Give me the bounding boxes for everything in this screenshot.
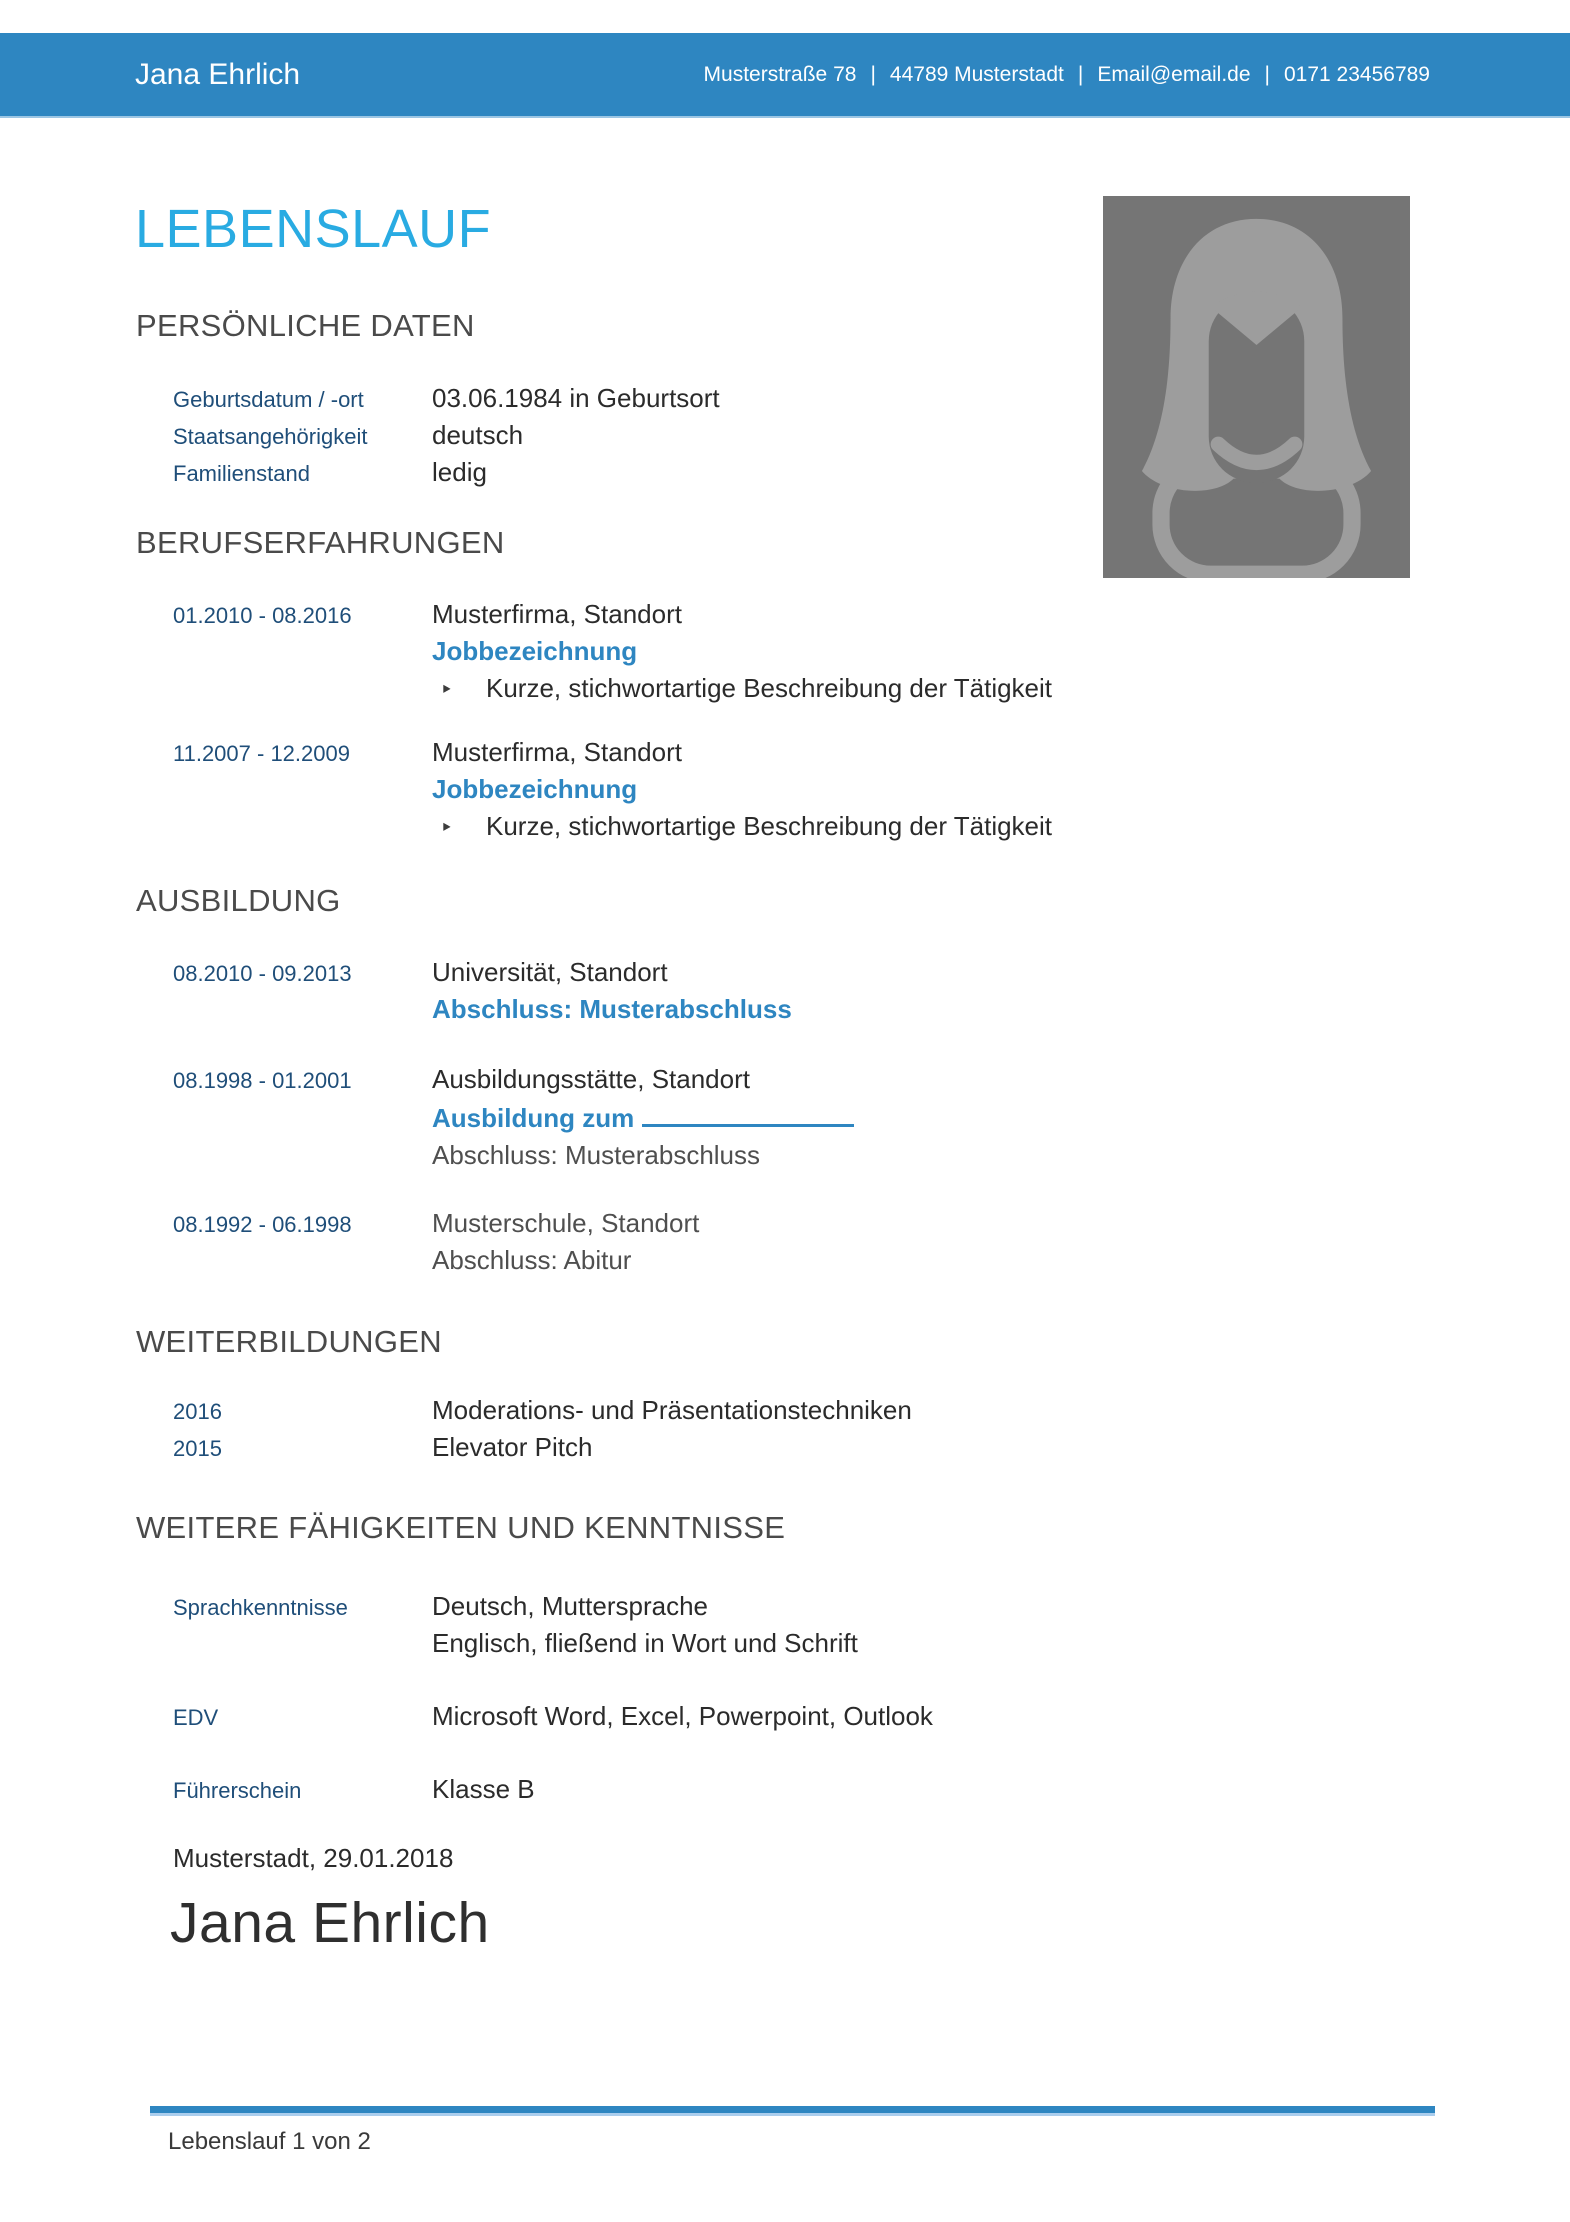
entry-body xyxy=(432,954,792,1028)
contact-phone: 0171 23456789 xyxy=(1284,63,1430,86)
female-silhouette-icon xyxy=(1103,196,1410,578)
entry-organization: Musterschule, Standort xyxy=(432,1208,700,1238)
entry-body xyxy=(432,1061,854,1174)
row-value: 03.06.1984 in Geburtsort xyxy=(432,383,720,413)
training-row xyxy=(173,1392,912,1429)
section-heading-education: AUSBILDUNG xyxy=(136,883,341,918)
skill-values xyxy=(432,1698,933,1735)
skill-label: Führerschein xyxy=(173,1778,302,1803)
contact-street: Musterstraße 78 xyxy=(703,63,857,86)
triangle-bullet-icon: ‣ xyxy=(440,677,453,702)
footer-page-indicator: Lebenslauf 1 von 2 xyxy=(168,2128,371,2155)
entry-body xyxy=(432,734,1052,846)
entry-note: Abschluss: Abitur xyxy=(432,1245,632,1275)
skills-row xyxy=(173,1698,933,1735)
skills-row xyxy=(173,1771,535,1808)
training-row xyxy=(173,1429,592,1466)
entry-description: Kurze, stichwortartige Beschreibung der Tätigkeit xyxy=(486,811,1053,841)
skill-values xyxy=(432,1771,535,1808)
row-value: deutsch xyxy=(432,420,524,450)
footer-rule xyxy=(150,2106,1435,2116)
skill-line: Deutsch, Muttersprache xyxy=(432,1591,709,1621)
entry-body xyxy=(432,596,1052,708)
entry-period: 01.2010 - 08.2016 xyxy=(173,603,352,628)
skills-row xyxy=(173,1588,858,1662)
entry-bullet-line xyxy=(432,670,1052,708)
contact-separator: | xyxy=(870,63,876,86)
row-label: Staatsangehörigkeit xyxy=(173,424,368,449)
training-year: 2016 xyxy=(173,1399,222,1424)
row-value: ledig xyxy=(432,457,487,487)
skill-line: Klasse B xyxy=(432,1774,535,1804)
skill-line: Microsoft Word, Excel, Powerpoint, Outlook xyxy=(432,1701,933,1731)
training-title: Moderations- und Präsentationstechniken xyxy=(432,1395,912,1425)
education-entry xyxy=(173,1061,854,1174)
section-heading-skills: WEITERE FÄHIGKEITEN UND KENNTNISSE xyxy=(136,1510,786,1545)
entry-highlight-line xyxy=(432,1098,854,1137)
entry-period: 08.1992 - 06.1998 xyxy=(173,1212,352,1237)
entry-organization: Universität, Standort xyxy=(432,957,668,987)
skill-label: Sprachkenntnisse xyxy=(173,1595,348,1620)
entry-period: 08.1998 - 01.2001 xyxy=(173,1068,352,1093)
entry-highlight: Abschluss: Musterabschluss xyxy=(432,994,792,1024)
training-title: Elevator Pitch xyxy=(432,1432,593,1462)
place-date: Musterstadt, 29.01.2018 xyxy=(173,1843,454,1873)
section-heading-personal: PERSÖNLICHE DATEN xyxy=(136,308,475,343)
entry-organization: Musterfirma, Standort xyxy=(432,599,682,629)
entry-organization: Musterfirma, Standort xyxy=(432,737,682,767)
experience-entry xyxy=(173,734,1052,846)
header-bar xyxy=(0,33,1570,118)
education-entry xyxy=(173,954,792,1028)
personal-row xyxy=(173,454,487,491)
entry-period: 11.2007 - 12.2009 xyxy=(173,741,350,766)
page-title: LEBENSLAUF xyxy=(135,199,492,259)
skill-label: EDV xyxy=(173,1705,219,1730)
contact-info xyxy=(704,33,1430,116)
skill-line: Englisch, fließend in Wort und Schrift xyxy=(432,1628,858,1658)
row-label: Familienstand xyxy=(173,461,310,486)
section-heading-experience: BERUFSERFAHRUNGEN xyxy=(136,525,505,560)
entry-period: 08.2010 - 09.2013 xyxy=(173,961,352,986)
entry-organization: Ausbildungsstätte, Standort xyxy=(432,1064,750,1094)
entry-bullet-line xyxy=(432,808,1052,846)
skill-values xyxy=(432,1588,858,1662)
signature: Jana Ehrlich xyxy=(170,1891,490,1955)
contact-city: 44789 Musterstadt xyxy=(889,63,1064,86)
entry-role: Jobbezeichnung xyxy=(432,636,638,666)
contact-separator: | xyxy=(1264,63,1270,86)
entry-description: Kurze, stichwortartige Beschreibung der Tätigkeit xyxy=(486,673,1053,703)
education-entry xyxy=(173,1205,699,1279)
triangle-bullet-icon: ‣ xyxy=(440,815,453,840)
row-label: Geburtsdatum / -ort xyxy=(173,387,364,412)
photo-placeholder xyxy=(1103,196,1410,578)
contact-separator: | xyxy=(1077,63,1084,86)
section-heading-trainings: WEITERBILDUNGEN xyxy=(136,1324,442,1359)
entry-body xyxy=(432,1205,699,1279)
entry-role: Jobbezeichnung xyxy=(432,774,638,804)
training-year: 2015 xyxy=(173,1436,222,1461)
entry-highlight: Ausbildung zum xyxy=(432,1103,635,1133)
personal-row xyxy=(173,380,720,417)
experience-entry xyxy=(173,596,1052,708)
fill-in-blank-line xyxy=(642,1098,854,1127)
personal-row xyxy=(173,417,523,454)
header-name: Jana Ehrlich xyxy=(135,58,301,91)
entry-note: Abschluss: Musterabschluss xyxy=(432,1140,761,1170)
contact-email: Email@email.de xyxy=(1097,63,1251,86)
